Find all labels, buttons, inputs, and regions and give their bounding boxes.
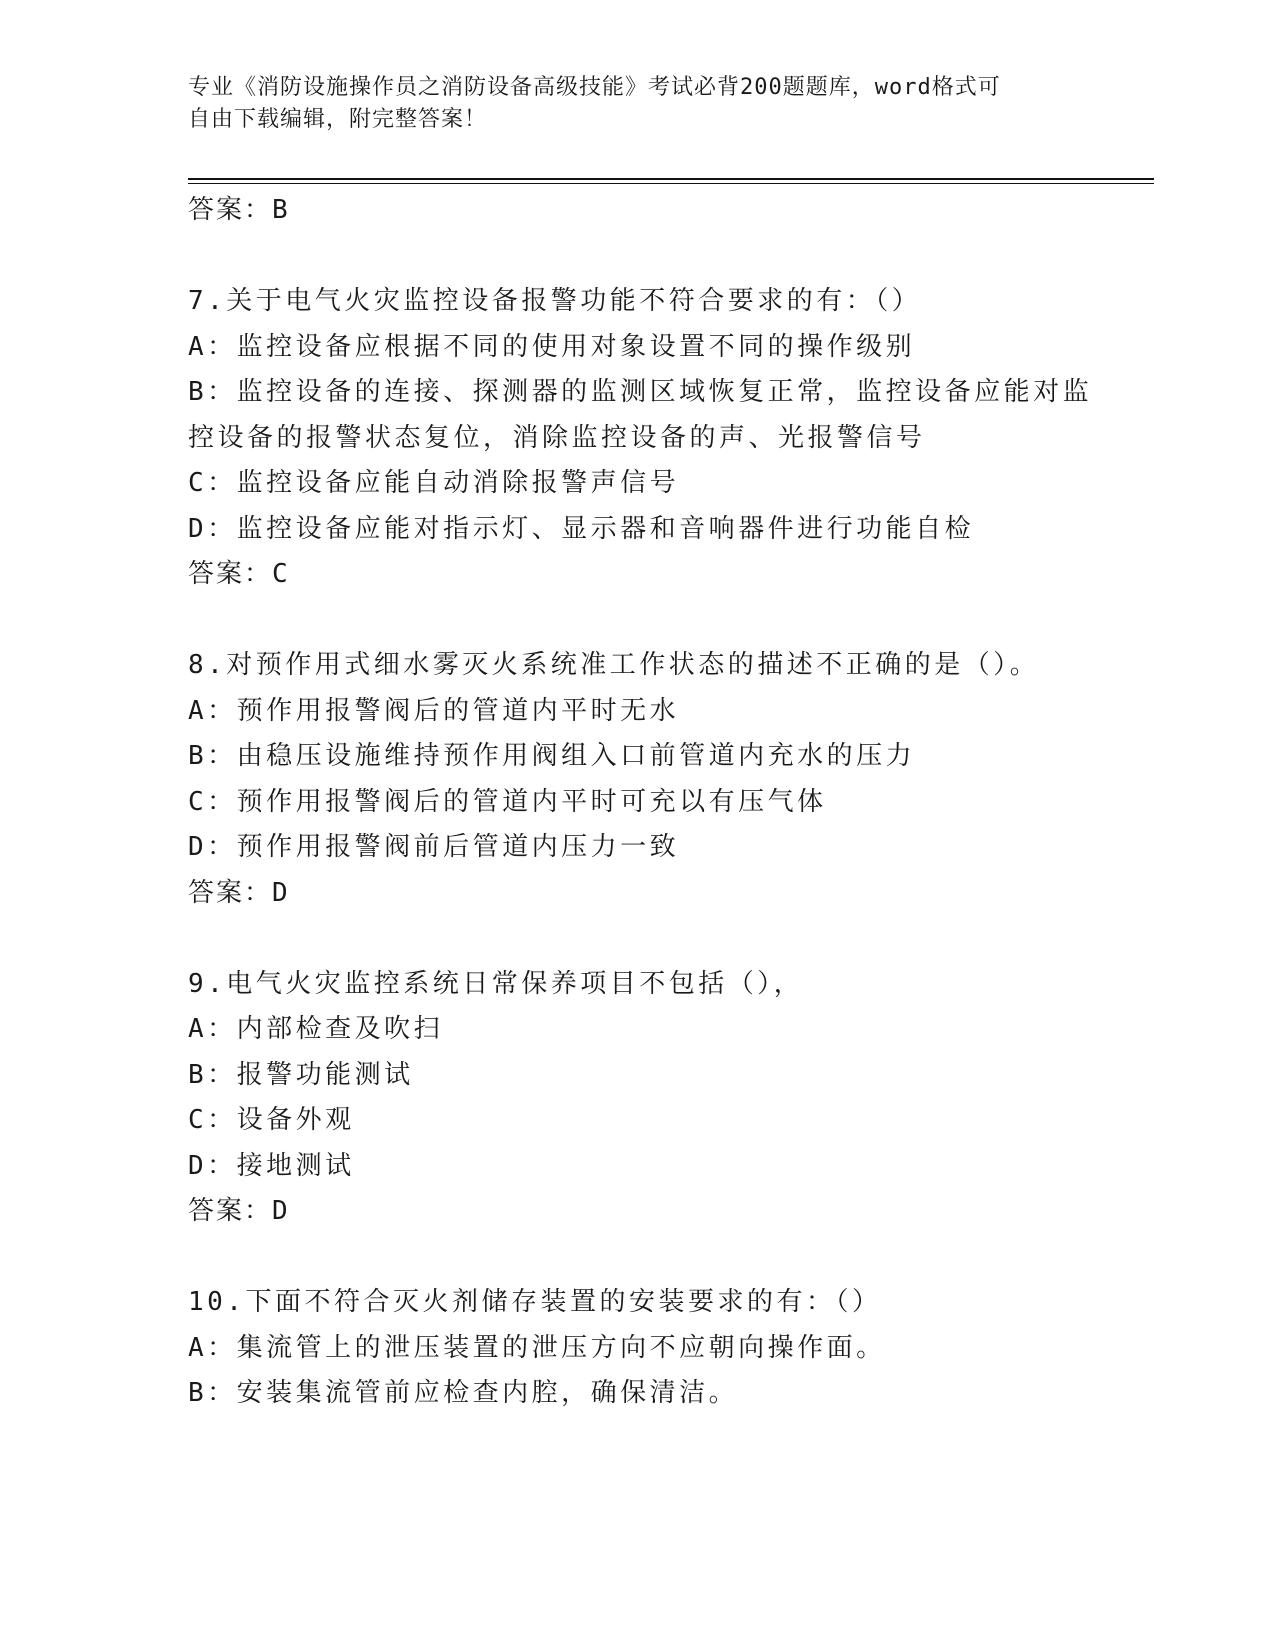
option-b: B：由稳压设施维持预作用阀组入口前管道内充水的压力 [188,741,916,771]
question-stem: 8.对预作用式细水雾灭火系统准工作状态的描述不正确的是（）。 [188,650,1040,680]
option-c: C：预作用报警阀后的管道内平时可充以有压气体 [188,786,827,817]
question-list [188,188,1154,1417]
document-header [188,72,1088,136]
spacer [188,916,1154,962]
option-a: A：集流管上的泄压装置的泄压方向不应朝向操作面。 [188,1332,886,1363]
question-block-9 [188,962,1154,1235]
header-line-1: 专业《消防设施操作员之消防设备高级技能》考试必背200题题库，word格式可 [188,75,1001,100]
option-a: A：预作用报警阀后的管道内平时无水 [188,695,680,726]
spacer [188,598,1154,644]
answer-line: 答案：D [188,877,290,908]
spacer [188,1235,1154,1281]
answer-line: 答案：D [188,1196,290,1226]
question-block-7 [188,279,1154,598]
option-a: A：内部检查及吹扫 [188,1014,444,1044]
option-a: A：监控设备应根据不同的使用对象设置不同的操作级别 [188,331,916,362]
header-line-2: 自由下载编辑，附完整答案！ [188,107,488,132]
option-b: B：安装集流管前应检查内腔，确保清洁。 [188,1378,739,1408]
answer-line: 答案：C [188,559,290,589]
spacer [188,234,1154,280]
option-b-continued: 控设备的报警状态复位，消除监控设备的声、光报警信号 [188,422,926,453]
option-c: C：设备外观 [188,1105,355,1135]
question-stem: 7.关于电气火灾监控设备报警功能不符合要求的有：（） [188,286,922,316]
previous-answer: 答案：B [188,195,290,225]
question-stem: 10.下面不符合灭火剂储存装置的安装要求的有：（） [188,1287,882,1317]
option-d: D：监控设备应能对指示灯、显示器和音响器件进行功能自检 [188,513,975,544]
question-stem: 9.电气火灾监控系统日常保养项目不包括（）， [188,968,804,999]
option-b: B：监控设备的连接、探测器的监测区域恢复正常，监控设备应能对监 [188,377,1093,407]
header-divider-thin [188,183,1154,184]
option-d: D：预作用报警阀前后管道内压力一致 [188,832,680,862]
question-block-8 [188,643,1154,916]
header-divider-thick [188,178,1154,180]
question-block-10 [188,1280,1154,1417]
option-c: C：监控设备应能自动消除报警声信号 [188,468,680,498]
option-b: B：报警功能测试 [188,1059,414,1090]
option-d: D：接地测试 [188,1150,355,1181]
